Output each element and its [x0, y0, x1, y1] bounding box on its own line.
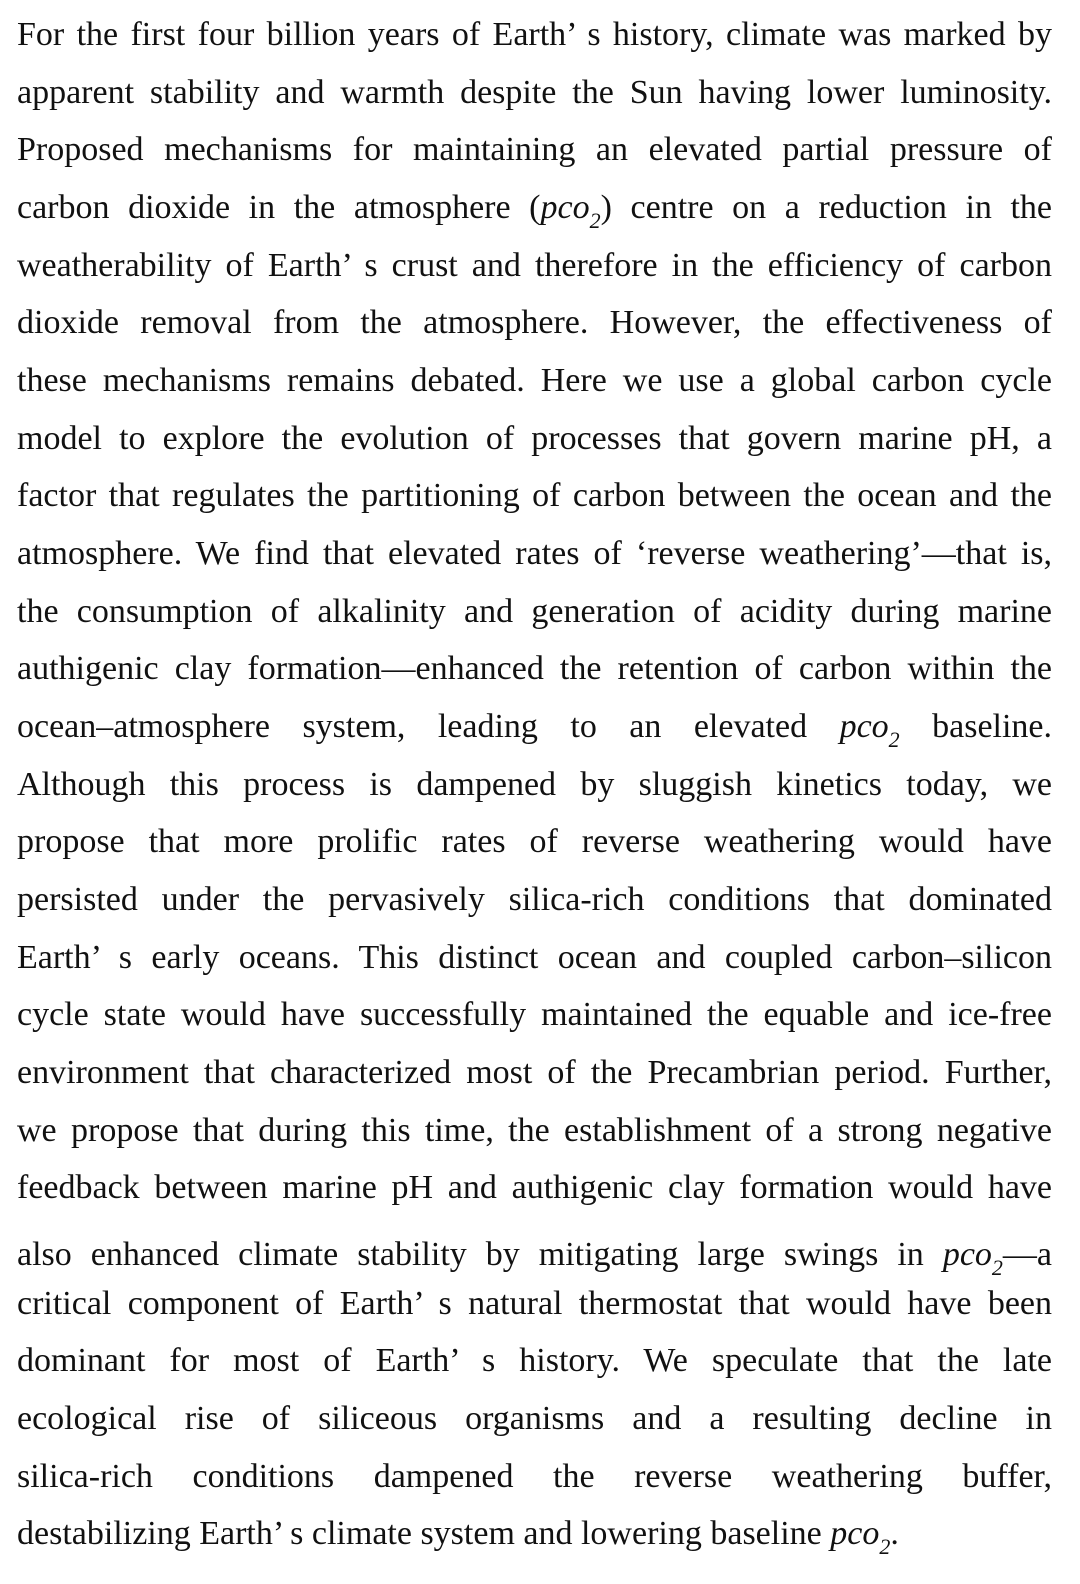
- abstract-line-21: feedback between marine pH and authigenic clay formation would have: [17, 1169, 1052, 1206]
- abstract-line-18: cycle state would have successfully maintained the equable and ice-free: [17, 996, 1052, 1033]
- line-4-text-start: carbon dioxide in the atmosphere (: [17, 189, 541, 226]
- abstract-line-17: Earth’ s early oceans. This distinct ocean and coupled carbon–silicon: [17, 939, 1052, 976]
- pco2-term: pco: [839, 708, 889, 745]
- abstract-line-8: model to explore the evolution of processes that govern marine pH, a: [17, 420, 1052, 457]
- pco2-term: pco: [830, 1515, 880, 1552]
- abstract-line-13: [17, 698, 1052, 756]
- pco2-subscript: 2: [888, 727, 900, 752]
- pco2-subscript: 2: [991, 1255, 1003, 1280]
- line-27-period: .: [890, 1515, 899, 1552]
- abstract-line-26: silica-rich conditions dampened the reverse weathering buffer,: [17, 1458, 1052, 1495]
- abstract-line-10: atmosphere. We find that elevated rates of ‘reverse weathering’—that is,: [17, 535, 1052, 572]
- abstract-line-11: the consumption of alkalinity and generation of acidity during marine: [17, 593, 1052, 630]
- pco2-subscript: 2: [589, 208, 601, 233]
- line-4-paren-close: ): [600, 189, 612, 226]
- abstract-line-23: critical component of Earth’ s natural thermostat that would have been: [17, 1285, 1052, 1322]
- abstract-line-14: Although this process is dampened by sluggish kinetics today, we: [17, 766, 1052, 803]
- abstract-line-3: Proposed mechanisms for maintaining an elevated partial pressure of: [17, 131, 1052, 168]
- abstract-line-7: these mechanisms remains debated. Here we use a global carbon cycle: [17, 362, 1052, 399]
- abstract-line-20: we propose that during this time, the establishment of a strong negative: [17, 1112, 1052, 1149]
- abstract-line-15: propose that more prolific rates of reverse weathering would have: [17, 823, 1052, 860]
- line-13-text-end: baseline.: [932, 708, 1053, 745]
- line-22-text-end: —a: [1002, 1236, 1053, 1273]
- abstract-line-4: [17, 179, 1052, 237]
- abstract-line-5: weatherability of Earth’ s crust and therefore in the efficiency of carbon: [17, 247, 1052, 284]
- abstract-line-16: persisted under the pervasively silica-rich conditions that dominated: [17, 881, 1052, 918]
- pco2-term: pco: [540, 189, 590, 226]
- abstract-line-19: environment that characterized most of the Precambrian period. Further,: [17, 1054, 1052, 1091]
- pco2-subscript: 2: [879, 1534, 891, 1559]
- abstract-line-12: authigenic clay formation—enhanced the retention of carbon within the: [17, 650, 1052, 687]
- abstract-line-25: ecological rise of siliceous organisms and a resulting decline in: [17, 1400, 1052, 1437]
- abstract-line-2: apparent stability and warmth despite the Sun having lower luminosity.: [17, 74, 1052, 111]
- line-4-text-end: centre on a reduction in the: [630, 189, 1053, 226]
- abstract-line-24: dominant for most of Earth’ s history. We speculate that the late: [17, 1342, 1052, 1379]
- pco2-term: pco: [942, 1236, 992, 1273]
- line-13-text: ocean–atmosphere system, leading to an elevated: [17, 708, 808, 745]
- abstract-line-6: dioxide removal from the atmosphere. However, the effectiveness of: [17, 304, 1052, 341]
- abstract-line-1: For the first four billion years of Earth’ s history, climate was marked by: [17, 16, 1052, 53]
- abstract-line-9: factor that regulates the partitioning of carbon between the ocean and the: [17, 477, 1052, 514]
- abstract-line-27: [17, 1505, 1052, 1563]
- line-27-text: destabilizing Earth’ s climate system and lowering baseline: [17, 1515, 822, 1552]
- line-22-text: also enhanced climate stability by mitigating large swings in: [17, 1236, 924, 1273]
